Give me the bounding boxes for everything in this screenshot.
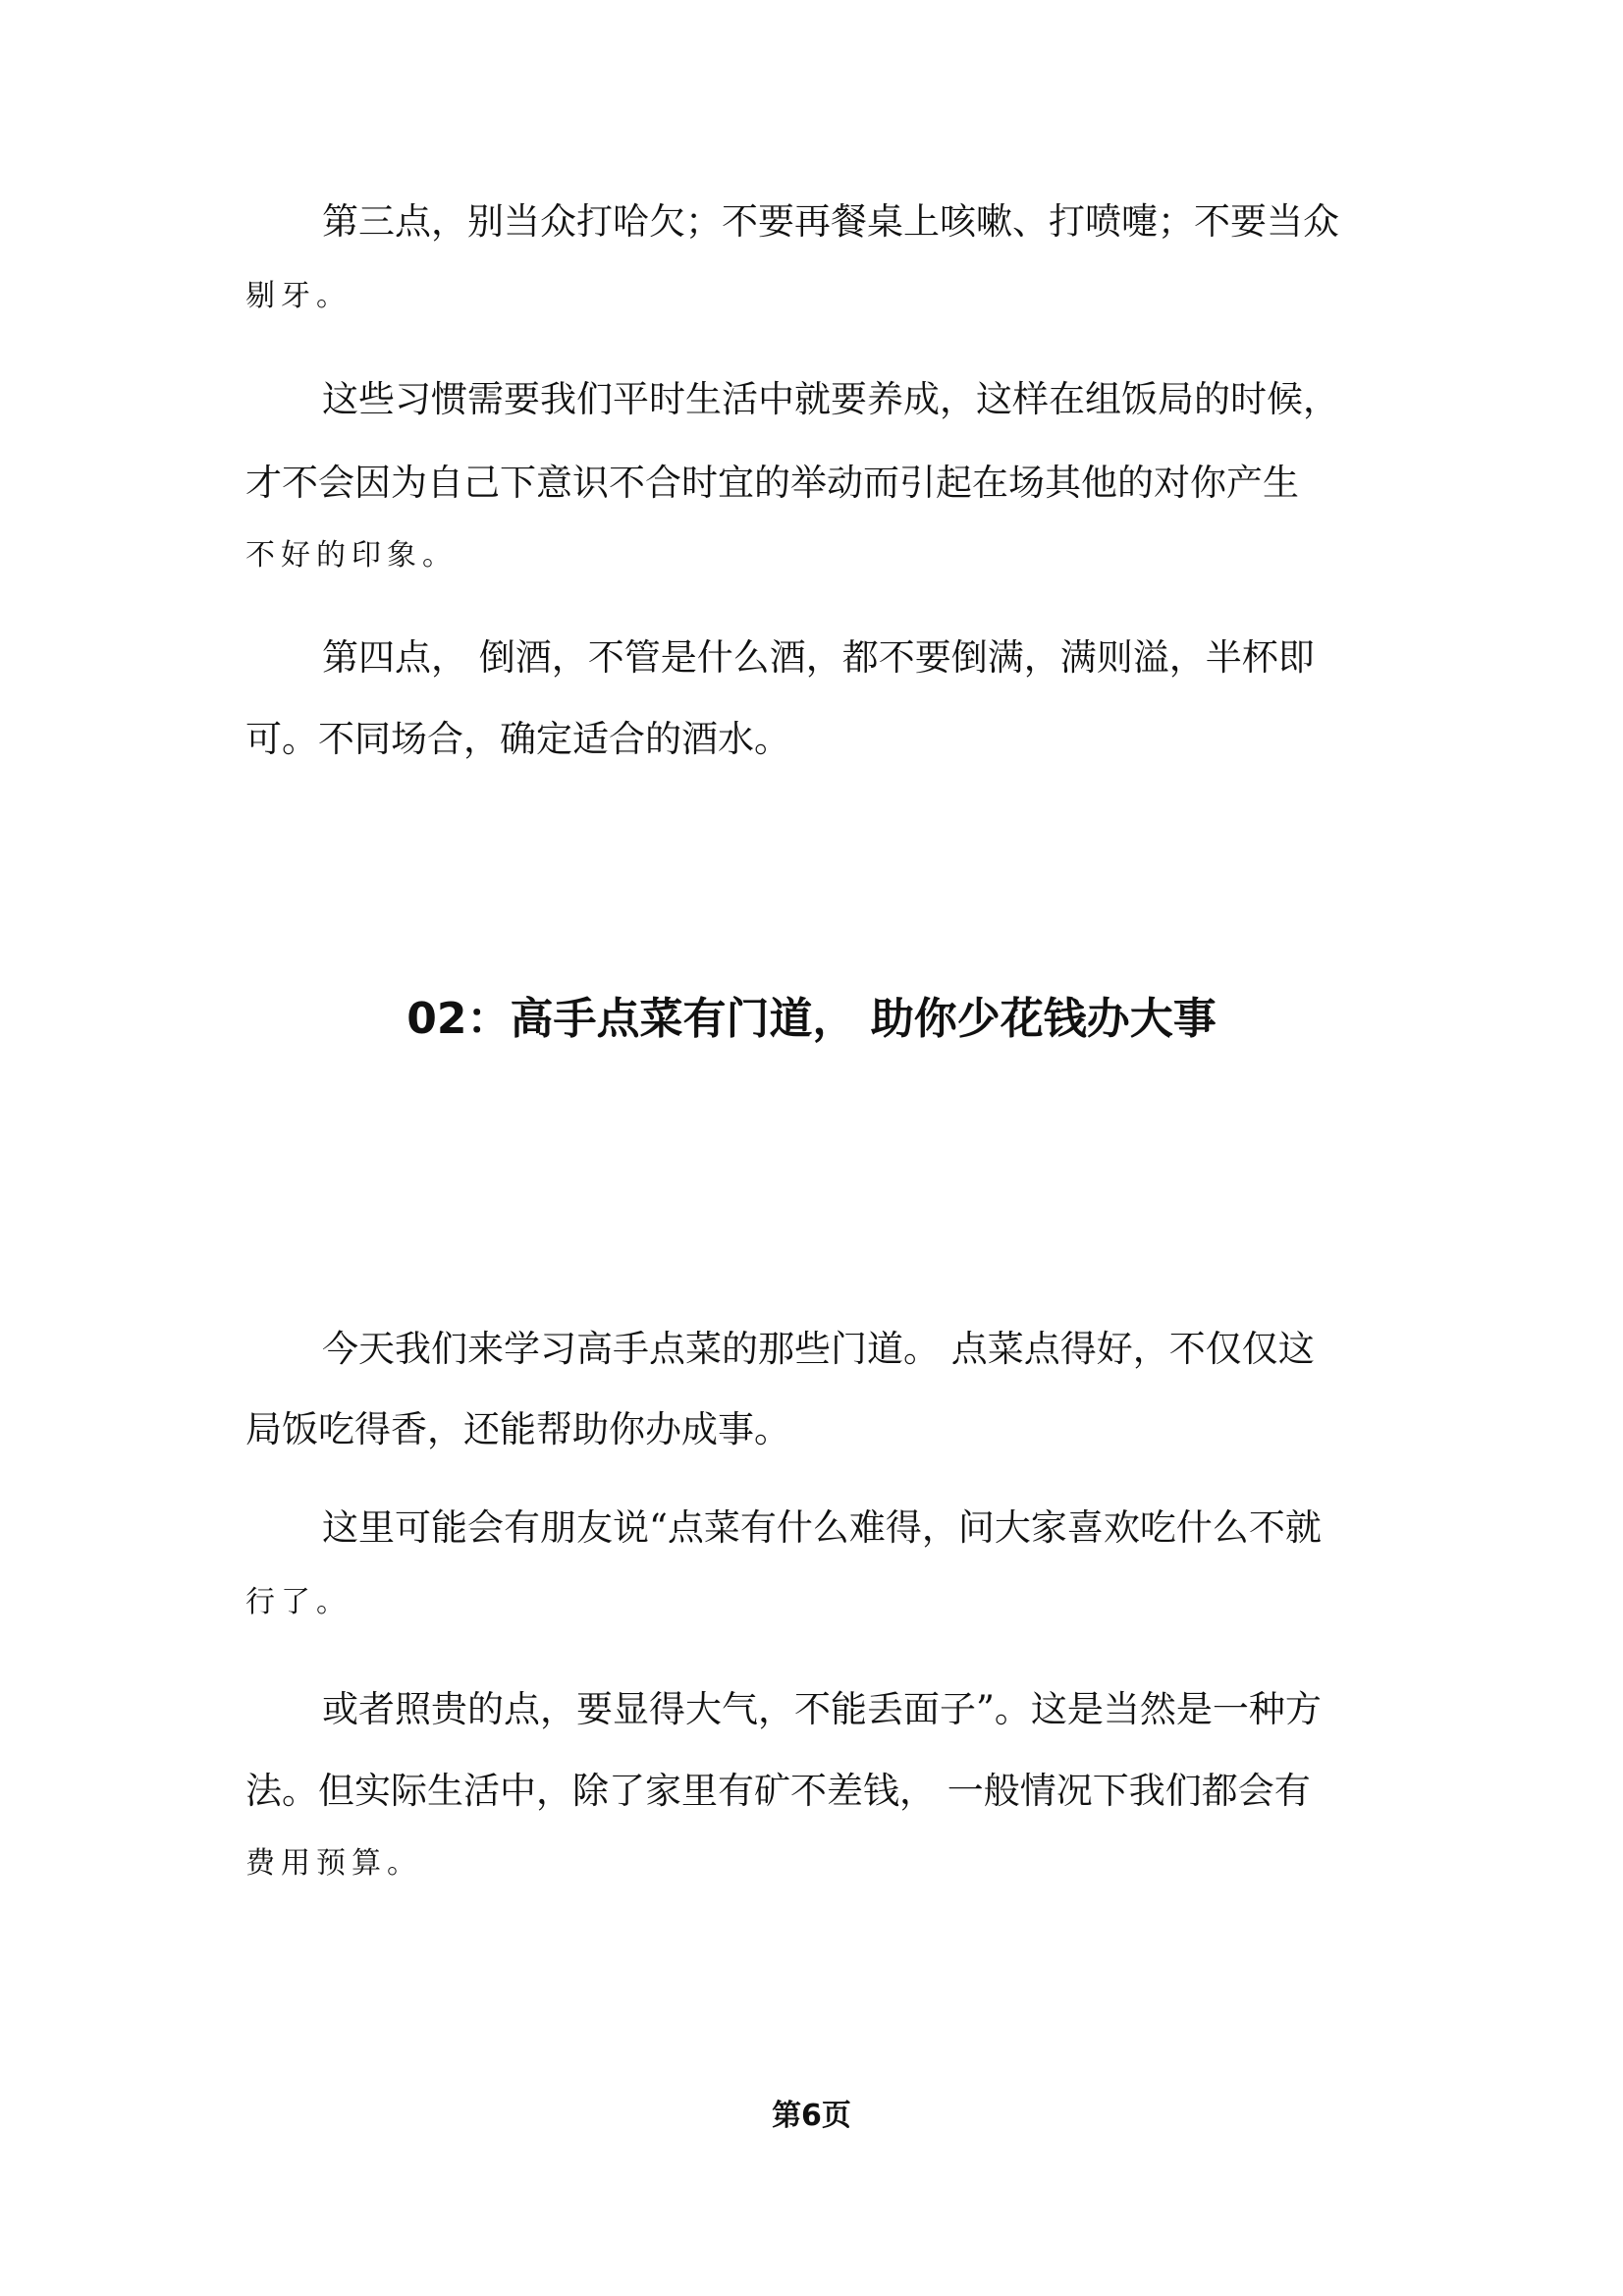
paragraph-line: 剔牙。 — [245, 279, 352, 313]
paragraph-line: 第三点，别当众打哈欠；不要再餐桌上咳嗽、打喷嚏；不要当众 — [322, 200, 1339, 243]
paragraph-line: 行了。 — [245, 1585, 352, 1619]
paragraph-line: 第四点， 倒酒，不管是什么酒，都不要倒满，满则溢，半杯即 — [322, 636, 1315, 679]
paragraph-line: 法。但实际生活中，除了家里有矿不差钱， 一般情况下我们都会有 — [245, 1770, 1311, 1812]
paragraph-line: 局饭吃得香，还能帮助你办成事。 — [245, 1408, 790, 1450]
paragraph-line: 才不会因为自己下意识不合时宜的举动而引起在场其他的对你产生 — [245, 462, 1299, 504]
paragraph-line: 费用预算。 — [245, 1846, 422, 1881]
paragraph-line: 可。不同场合，确定适合的酒水。 — [245, 718, 790, 760]
paragraph-line: 今天我们来学习高手点菜的那些门道。 点菜点得好，不仅仅这 — [322, 1328, 1315, 1370]
paragraph-line: 这里可能会有朋友说“点菜有什么难得，问大家喜欢吃什么不就 — [322, 1506, 1322, 1549]
page-number: 第6页 — [772, 2099, 851, 2133]
paragraph-line: 这些习惯需要我们平时生活中就要养成，这样在组饭局的时候， — [322, 378, 1339, 420]
paragraph-line: 不好的印象。 — [245, 538, 458, 573]
paragraph-line: 或者照贵的点，要显得大气，不能丢面子”。这是当然是一种方 — [322, 1688, 1322, 1730]
section-heading: 02：高手点菜有门道， 助你少花钱办大事 — [406, 994, 1217, 1044]
